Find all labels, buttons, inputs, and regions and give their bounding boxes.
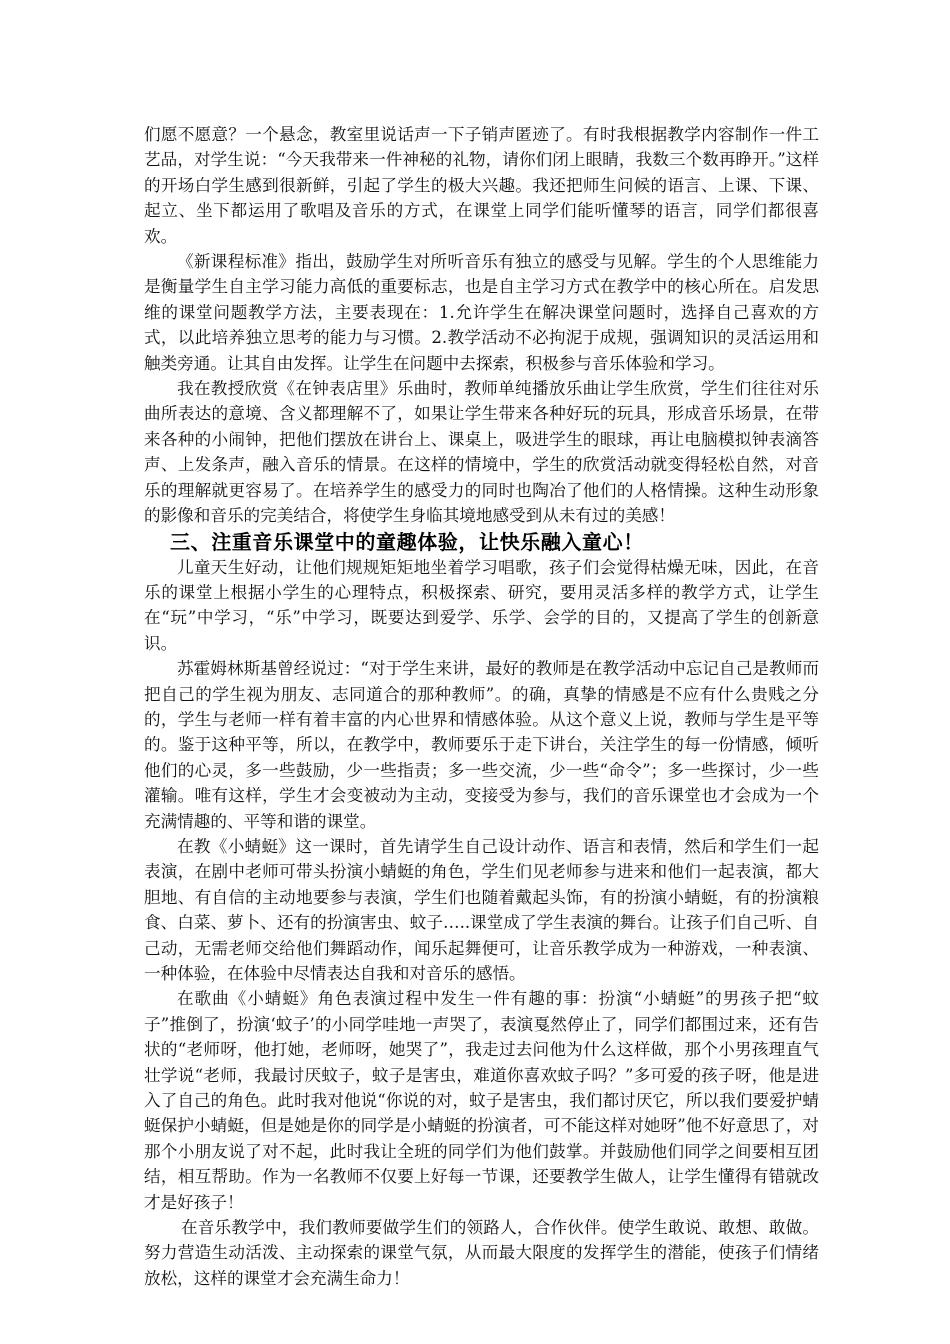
paragraph-5: 苏霍姆林斯基曾经说过：“对于学生来讲，最好的教师是在教学活动中忘记自己是教师而把自己的学生视为朋友、志同道合的那种教师”。的确，真挚的情感是不应有什么贵贱之分的，学生与老师一样有着丰富的内心世界和情感体验。从这个意义上说，教师与学生是平等的。鉴于这种平等，所以，在教学中，教师要乐于走下讲台，关注学生的每一份情感，倾听他们的心灵，多一些鼓励，少一些指责；多一些交流，少一些“命令”；多一些探讨，少一些灌输。唯有这样，学生才会变被动为主动，变接受为参与，我们的音乐课堂也才会成为一个充满情趣的、平等和谐的课堂。: [144, 659, 819, 831]
paragraph-6: 在教《小蜻蜓》这一课时，首先请学生自己设计动作、语言和表情，然后和学生们一起表演，在剧中老师可带头扮演小蜻蜓的角色，学生们见老师参与进来和他们一起表演，都大胆地、有自信的主动地要参与表演，学生们也随着戴起头饰，有的扮演小蜻蜓，有的扮演粮食、白菜、萝卜、还有的扮演害虫、蚊子…..课堂成了学生表演的舞台。让孩子们自己听、自己动，无需老师交给他们舞蹈动作，闻乐起舞便可，让音乐教学成为一种游戏，一种表演、一种体验，在体验中尽情表达自我和对音乐的感悟。: [144, 836, 819, 983]
paragraph-7: 在歌曲《小蜻蜓》角色表演过程中发生一件有趣的事：扮演“小蜻蜓”的男孩子把“蚊子”推倒了，扮演‘蚊子’的小同学哇地一声哭了，表演戛然停止了，同学们都围过来，还有告状的“老师呀，他打她，老师呀，她哭了”，我走过去问他为什么这样做，那个小男孩理直气壮学说“老师，我最讨厌蚊子，蚊子是害虫，难道你喜欢蚊子吗？”多可爱的孩子呀，他是进入了自己的角色。此时我对他说“你说的对，蚊子是害虫，我们都讨厌它，所以我们要爱护蜻蜓保护小蜻蜓，但是她是你的同学是小蜻蜓的扮演者，可不能这样对她呀”他不好意思了，对那个小朋友说了对不起，此时我让全班的同学们为他们鼓掌。并鼓励他们同学之间要相互团结，相互帮助。作为一名教师不仅要上好每一节课，还要教学生做人，让学生懂得有错就改才是好孩子！: [144, 989, 819, 1212]
paragraph-4: 儿童天生好动，让他们规规矩矩地坐着学习唱歌，孩子们会觉得枯燥无味，因此，在音乐的课堂上根据小学生的心理特点，积极探索、研究，要用灵活多样的教学方式，让学生在“玩”中学习，“乐”中学习，既要达到爱学、乐学、会学的目的，又提高了学生的创新意识。: [144, 557, 819, 653]
section-heading: 三、注重音乐课堂中的童趣体验，让快乐融入童心！: [170, 529, 644, 554]
paragraph-1: 们愿不愿意？一个悬念，教室里说话声一下子销声匿迹了。有时我根据教学内容制作一件工艺品，对学生说：“今天我带来一件神秘的礼物，请你们闭上眼睛，我数三个数再睁开。”这样的开场白学生感到很新鲜，引起了学生的极大兴趣。我还把师生问候的语言、上课、下课、起立、坐下都运用了歌唱及音乐的方式，在课堂上同学们能听懂琴的语言，同学们都很喜欢。: [144, 125, 819, 246]
paragraph-2: 《新课程标准》指出，鼓励学生对所听音乐有独立的感受与见解。学生的个人思维能力是衡量学生自主学习能力高低的重要标志，也是自主学习方式在教学中的核心所在。启发思维的课堂问题教学方法，主要表现在：1.允许学生在解决课堂问题时，选择自己喜欢的方式，以此培养独立思考的能力与习惯。2.教学活动不必拘泥于成规，强调知识的灵活运用和触类旁通。让其自由发挥。让学生在问题中去探索，积极参与音乐体验和学习。: [144, 252, 819, 373]
paragraph-8: 在音乐教学中，我们教师要做学生们的领路人，合作伙伴。使学生敢说、敢想、敢做。努力营造生动活泼、主动探索的课堂气氛，从而最大限度的发挥学生的潜能，使孩子们情绪放松，这样的课堂才会充满生命力！: [144, 1218, 819, 1288]
document-page: [144, 122, 819, 1291]
paragraph-3: 我在教授欣赏《在钟表店里》乐曲时，教师单纯播放乐曲让学生欣赏，学生们往往对乐曲所表达的意境、含义都理解不了，如果让学生带来各种好玩的玩具，形成音乐场景，在带来各种的小闹钟，把他们摆放在讲台上、课桌上，吸进学生的眼球，再让电脑模拟钟表滴答声、上发条声，融入音乐的情景。在这样的情境中，学生的欣赏活动就变得轻松自然，对音乐的理解就更容易了。在培养学生的感受力的同时也陶冶了他们的人格情操。这种生动形象的影像和音乐的完美结合，将使学生身临其境地感受到从未有过的美感！: [144, 379, 819, 526]
